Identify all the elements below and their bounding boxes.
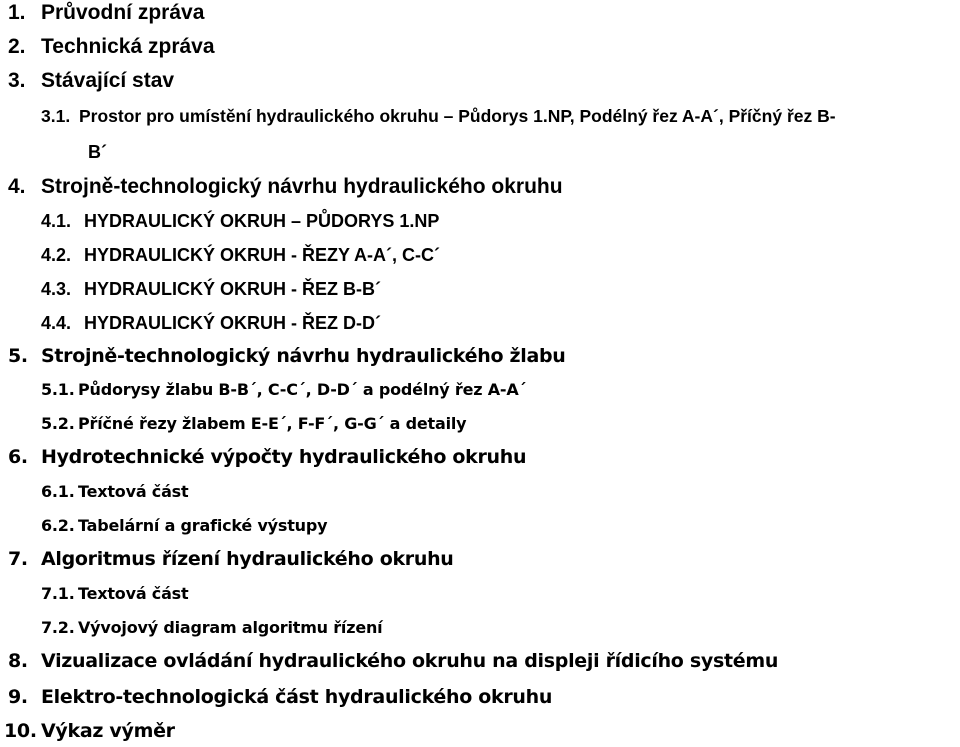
toc-number: 3. <box>8 69 26 92</box>
toc-title: Prostor pro umístění hydraulického okruhu – Půdorys 1.NP, Podélný řez A-A´, Příčný řez B- <box>79 106 836 126</box>
toc-title: Hydrotechnické výpočty hydraulického okruhu <box>41 446 527 468</box>
toc-title: Výkaz výměr <box>41 720 175 742</box>
toc-title-continuation: B´ <box>88 142 107 162</box>
toc-title: HYDRAULICKÝ OKRUH - ŘEZ B-B´ <box>84 279 381 299</box>
toc-number: 10. <box>4 720 37 742</box>
toc-number: 7. <box>8 548 28 570</box>
toc-title: Strojně-technologický návrhu hydraulického okruhu <box>41 175 563 198</box>
toc-number: 6.2. <box>41 516 75 535</box>
toc-title: Vývojový diagram algoritmu řízení <box>78 618 383 637</box>
toc-number: 6.1. <box>41 482 75 501</box>
toc-title: HYDRAULICKÝ OKRUH – PŮDORYS 1.NP <box>84 211 440 231</box>
toc-title: Technická zpráva <box>41 35 215 58</box>
toc-title: Stávající stav <box>41 69 175 92</box>
toc-title: Textová část <box>78 482 189 501</box>
toc-number: 8. <box>8 650 28 672</box>
toc-number: 4. <box>8 175 26 198</box>
toc-number: 4.3. <box>41 279 72 299</box>
toc-number: 5.1. <box>41 380 75 399</box>
toc-number: 4.2. <box>41 245 72 265</box>
toc-title: Průvodní zpráva <box>41 1 205 24</box>
toc-number: 7.2. <box>41 618 75 637</box>
toc-title: HYDRAULICKÝ OKRUH - ŘEZ D-D´ <box>84 313 381 333</box>
toc-title: Půdorysy žlabu B-B´, C-C´, D-D´ a podélný řez A-A´ <box>78 380 527 399</box>
toc-title: Elektro-technologická část hydraulického okruhu <box>41 686 553 708</box>
toc-title: Příčné řezy žlabem E-E´, F-F´, G-G´ a detaily <box>78 414 467 433</box>
toc-title: Strojně-technologický návrhu hydraulického žlabu <box>41 345 566 367</box>
toc-number: 4.1. <box>41 211 72 231</box>
toc-title: HYDRAULICKÝ OKRUH - ŘEZY A-A´, C-C´ <box>84 245 440 265</box>
toc-title: Tabelární a grafické výstupy <box>78 516 328 535</box>
toc-number: 2. <box>8 35 26 58</box>
toc-number: 9. <box>8 686 28 708</box>
toc-title: Algoritmus řízení hydraulického okruhu <box>41 548 454 570</box>
toc-number: 6. <box>8 446 28 468</box>
toc-number: 4.4. <box>41 313 72 333</box>
toc-title: Textová část <box>78 584 189 603</box>
toc-number: 7.1. <box>41 584 75 603</box>
toc-number: 5.2. <box>41 414 75 433</box>
toc-number: 1. <box>8 1 26 24</box>
toc-title: Vizualizace ovládání hydraulického okruhu na displeji řídicího systému <box>41 650 779 672</box>
toc-number: 3.1. <box>41 106 71 126</box>
toc-number: 5. <box>8 345 28 367</box>
